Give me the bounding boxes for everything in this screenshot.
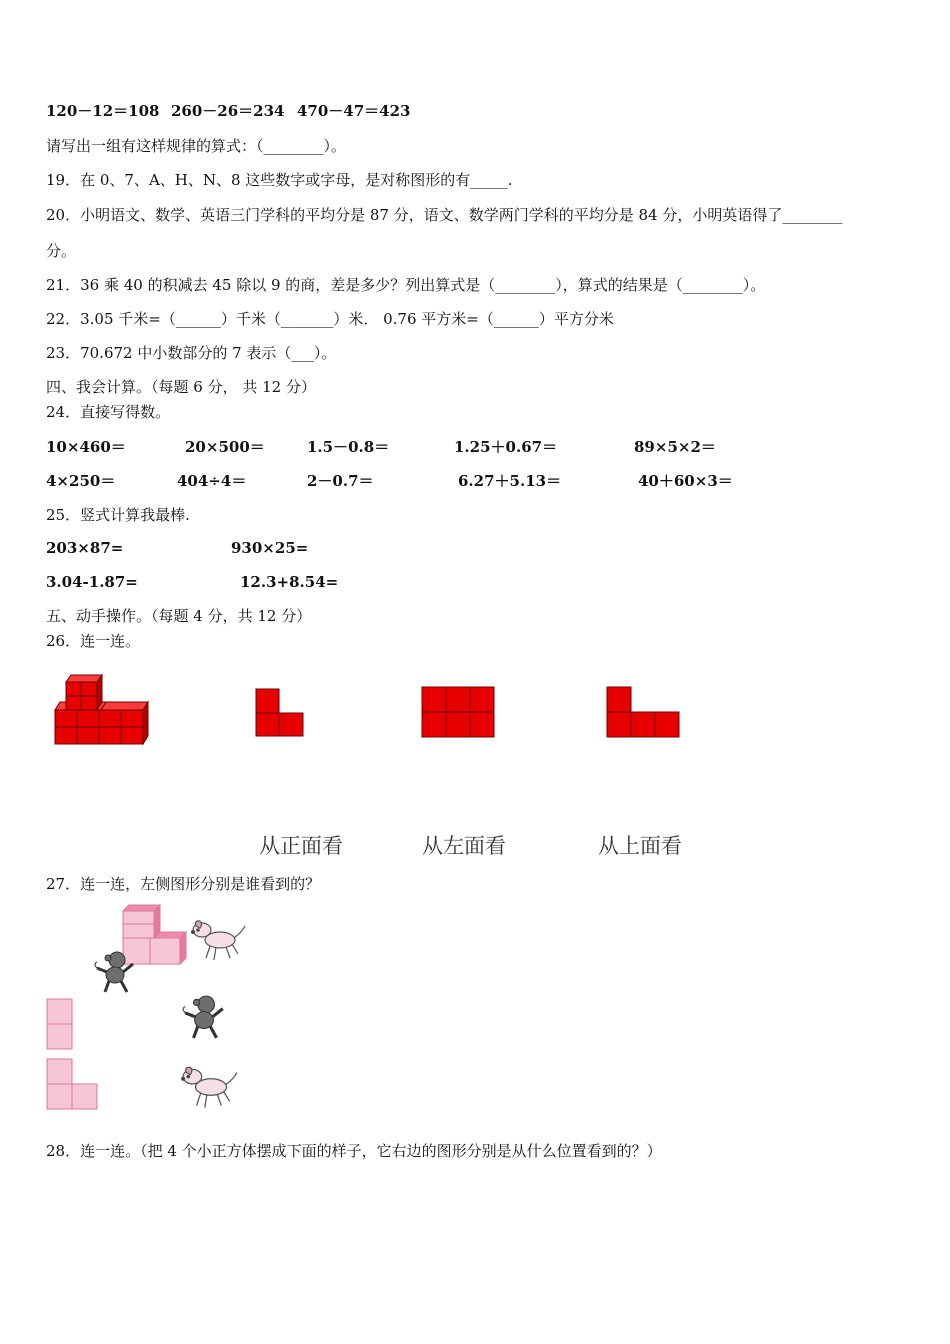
calc-item: 40＋60×3＝ [638, 472, 733, 490]
monkey-icon [93, 950, 137, 994]
question-25: 25．竖式计算我最棒. [46, 506, 190, 524]
question-23: 23．70.672 中小数部分的 7 表示（___）。 [46, 344, 337, 362]
question-pattern: 请写出一组有这样规律的算式：（________）。 [46, 137, 347, 155]
question-21: 21．36 乘 40 的积减去 45 除以 9 的商，差是多少？列出算式是（________），算式的结果是（________）。 [46, 276, 766, 294]
caption-left-view: 从左面看 [422, 834, 506, 858]
pattern-equation-1: 120－12＝108 [46, 102, 160, 120]
calc-item: 89×5×2＝ [634, 438, 716, 456]
question-27: 27．连一连，左侧图形分别是谁看到的？ [46, 875, 321, 893]
red-grid-view-figure [421, 686, 495, 738]
red-long-l-view-figure [606, 686, 680, 738]
vertical-calc-item: 930×25= [231, 539, 309, 557]
pink-vertical-view-figure [46, 998, 74, 1050]
monkey-icon [180, 994, 228, 1040]
dog-icon [190, 918, 248, 962]
caption-front-view: 从正面看 [259, 834, 343, 858]
vertical-calc-item: 12.3+8.54= [240, 573, 339, 591]
question-26: 26．连一连。 [46, 632, 141, 650]
pink-l-view-figure [46, 1058, 100, 1110]
calc-item: 2－0.7＝ [307, 472, 374, 490]
calc-item: 4×250＝ [46, 472, 116, 490]
question-28: 28．连一连。（把 4 个小正方体摆成下面的样子，它右边的图形分别是从什么位置看到的？） [46, 1142, 662, 1160]
section-5-heading: 五、动手操作。（每题 4 分，共 12 分） [46, 607, 312, 625]
caption-top-view: 从上面看 [598, 834, 682, 858]
calc-item: 404÷4＝ [177, 472, 247, 490]
calc-item: 1.5－0.8＝ [307, 438, 390, 456]
pattern-equation-2: 260－26＝234 [171, 102, 285, 120]
red-cube-stack-figure [52, 672, 152, 747]
calc-item: 1.25＋0.67＝ [454, 438, 558, 456]
calc-item: 6.27＋5.13＝ [458, 472, 562, 490]
calc-item: 10×460＝ [46, 438, 126, 456]
pattern-equation-3: 470－47＝423 [297, 102, 411, 120]
question-22: 22．3.05 千米=（______）千米（_______）米． 0.76 平方米=（______）平方分米 [46, 310, 614, 328]
question-20: 20．小明语文、数学、英语三门学科的平均分是 87 分，语文、数学两门学科的平均分是 84 分，小明英语得了________ [46, 206, 843, 224]
red-l-view-figure [255, 688, 305, 738]
calc-item: 20×500＝ [185, 438, 265, 456]
question-20-continued: 分。 [46, 242, 77, 260]
question-24: 24．直接写得数。 [46, 403, 171, 421]
section-4-heading: 四、我会计算。（每题 6 分， 共 12 分） [46, 378, 316, 396]
vertical-calc-item: 3.04-1.87= [46, 573, 138, 591]
dog-icon [180, 1064, 240, 1110]
vertical-calc-item: 203×87= [46, 539, 124, 557]
question-19: 19．在 0、7、A、H、N、8 这些数字或字母，是对称图形的有_____. [46, 171, 513, 189]
